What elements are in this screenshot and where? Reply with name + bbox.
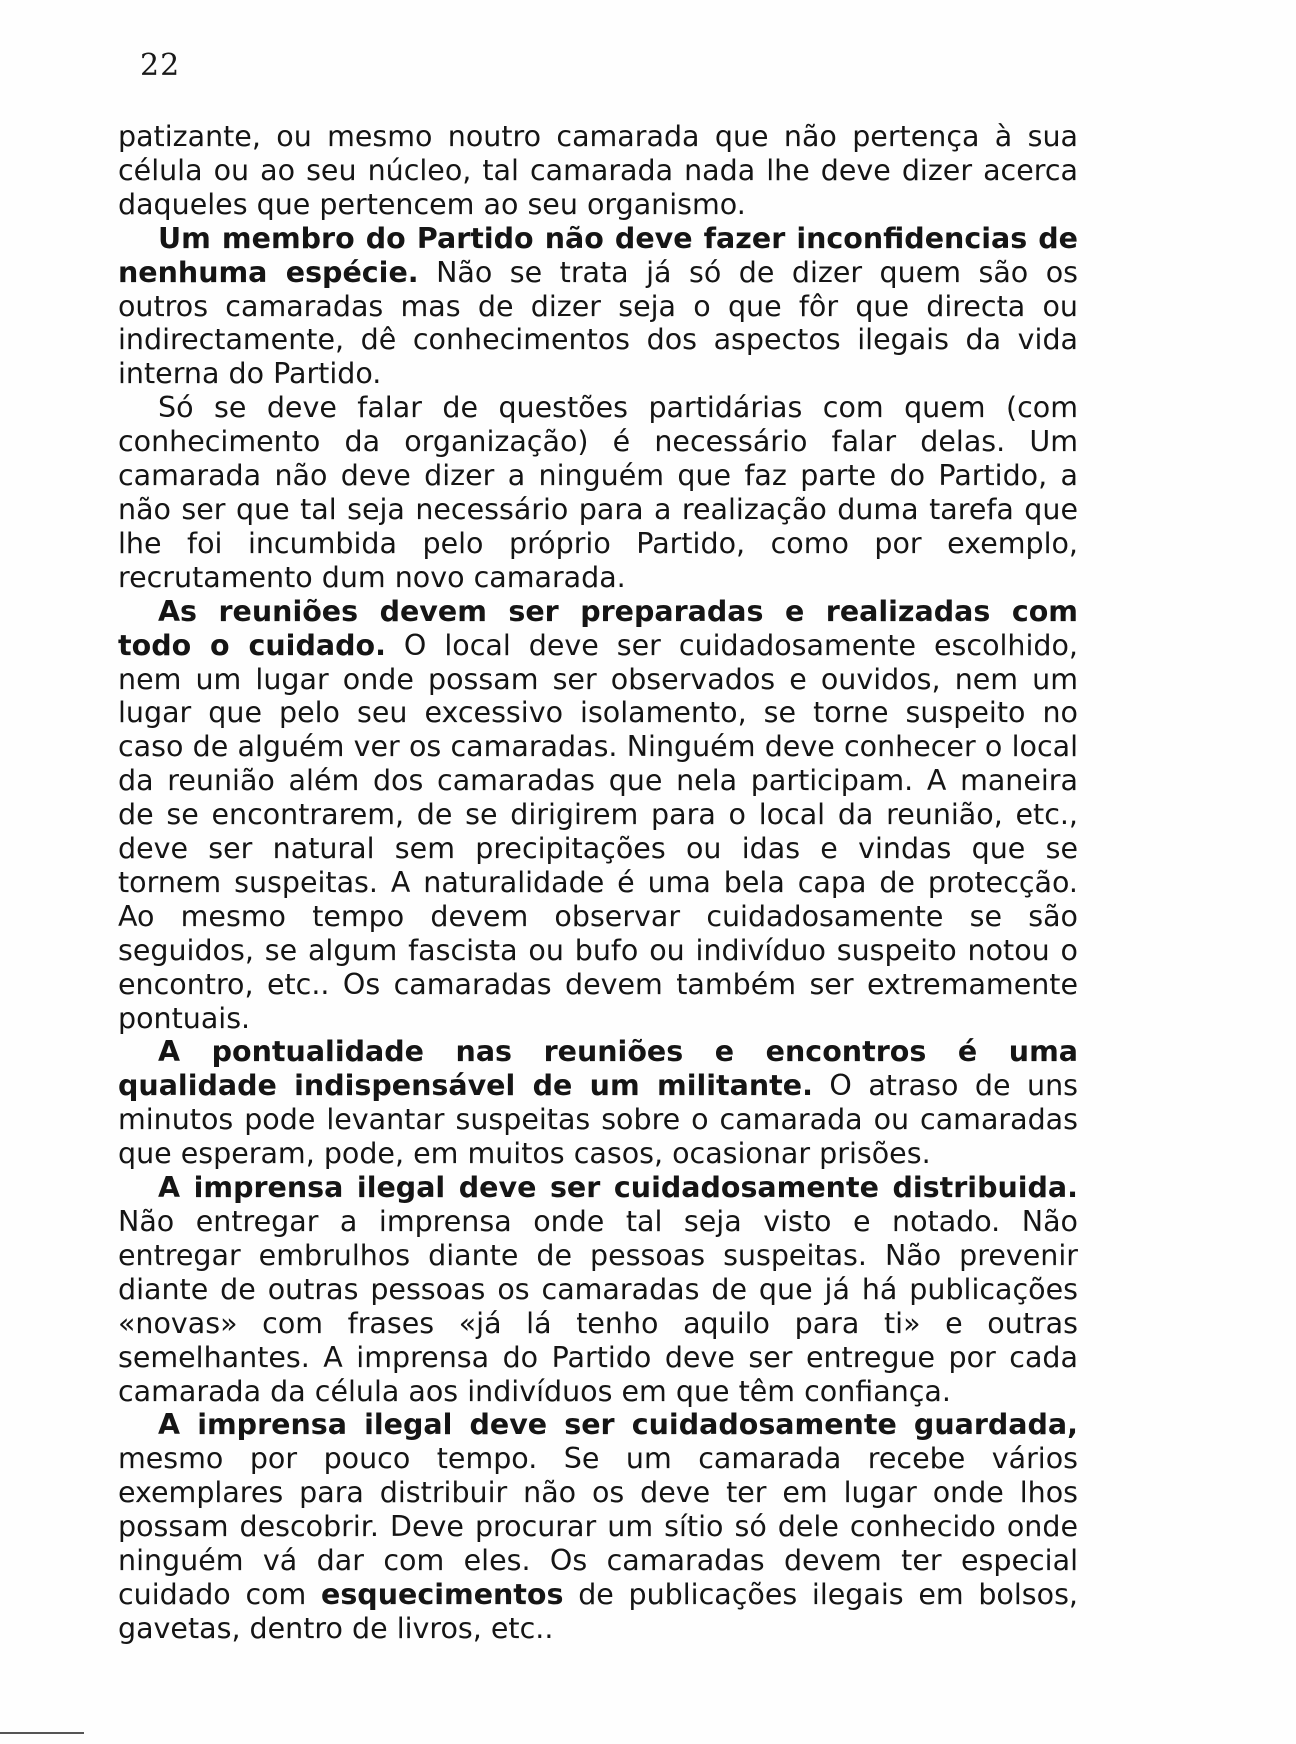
paragraph-text: Só se deve falar de questões partidárias com quem (com conhecimento da organização) é necessário falar delas. Um camarada não deve dizer a ninguém que faz parte do Partido, a não ser que tal seja necessário para a realização duma tarefa que lhe foi incumbida pelo próprio Partido, como por exemplo, recrutamento dum novo camarada.: [118, 391, 1078, 594]
paragraph-lead-bold: A pontualidade nas reuniões e encontros é uma qualidade indispensável de um militante.: [118, 1035, 1078, 1103]
paragraph-text: Não se trata já só de dizer quem são os outros camaradas mas de dizer seja o que fôr que directa ou indirectamente, dê conhecimentos dos aspectos ilegais da vida interna do Partido.: [118, 255, 1078, 391]
scan-edge-mark: [0, 1732, 84, 1734]
paragraph-questoes-partidarias: [118, 391, 1078, 594]
paragraph-lead-bold: Um membro do Partido não deve fazer inconfidencias de nenhuma espécie.: [118, 221, 1078, 289]
paragraph-text: mesmo por pouco tempo. Se um camarada recebe vários exemplares para distribuir não os deve ter em lugar onde lhos possam descobrir. Deve procurar um sítio só dele conhecido onde ninguém vá dar com eles. Os camaradas devem ter especial cuidado com: [118, 1442, 1078, 1611]
paragraph-imprensa-distribuida: [118, 1171, 1078, 1408]
paragraph-lead-bold: A imprensa ilegal deve ser cuidadosamente guardada,: [158, 1408, 1078, 1442]
paragraph-continuation: [118, 120, 1078, 222]
body-text: [118, 120, 1078, 1646]
paragraph-pontualidade: [118, 1035, 1078, 1171]
paragraph-text: O atraso de uns minutos pode levantar suspeitas sobre o camarada ou camaradas que esperam, pode, em muitos casos, ocasionar prisões.: [118, 1069, 1078, 1171]
paragraph-lead-bold: As reuniões devem ser preparadas e realizadas com todo o cuidado.: [118, 594, 1078, 662]
paragraph-inline-bold: esquecimentos: [321, 1577, 564, 1611]
paragraph-lead-bold: A imprensa ilegal deve ser cuidadosamente distribuida.: [158, 1171, 1078, 1205]
paragraph-imprensa-guardada: [118, 1408, 1078, 1645]
paragraph-reunioes: [118, 595, 1078, 1036]
paragraph-text-end: de publicações ilegais em bolsos, gavetas, dentro de livros, etc..: [118, 1577, 1078, 1645]
page-number: 22: [140, 48, 181, 83]
paragraph-text: patizante, ou mesmo noutro camarada que não pertença à sua célula ou ao seu núcleo, tal camarada nada lhe deve dizer acerca daqueles que pertencem ao seu organismo.: [118, 120, 1078, 221]
paragraph-text: O local deve ser cuidadosamente escolhido, nem um lugar onde possam ser observados e ouvidos, nem um lugar que pelo seu excessivo isolamento, se torne suspeito no caso de alguém ver os camaradas. Ninguém deve conhecer o local da reunião além dos camaradas que nela participam. A maneira de se encontrarem, de se dirigirem para o local da reunião, etc., deve ser natural sem precipitações ou idas e vindas que se tornem suspeitas. A naturalidade é uma bela capa de protecção. Ao mesmo tempo devem observar cuidadosamente se são seguidos, se algum fascista ou bufo ou indivíduo suspeito notou o encontro, etc.. Os camaradas devem também ser extremamente pontuais.: [118, 628, 1078, 1035]
paragraph-text: Não entregar a imprensa onde tal seja visto e notado. Não entregar embrulhos diante de pessoas suspeitas. Não prevenir diante de outras pessoas os camaradas de que já há publicações «novas» com frases «já lá tenho aquilo para ti» e outras semelhantes. A imprensa do Partido deve ser entregue por cada camarada da célula aos indivíduos em que têm confiança.: [118, 1205, 1078, 1408]
paragraph-inconfidencias: [118, 222, 1078, 392]
